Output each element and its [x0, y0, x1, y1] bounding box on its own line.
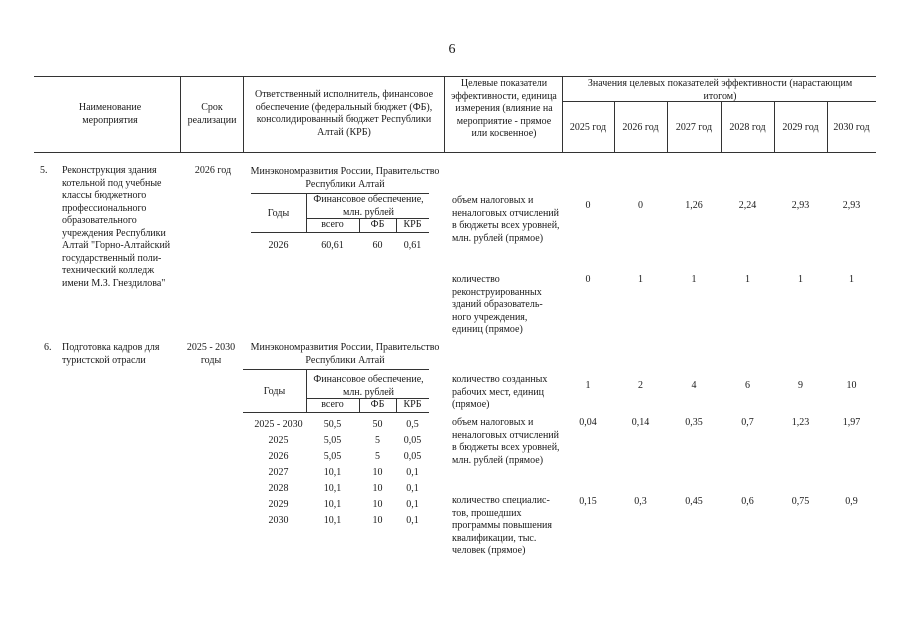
- fin-year: 2026: [268, 240, 289, 251]
- header-year: 2028 год: [729, 122, 766, 133]
- indicator-value: 0: [585, 274, 591, 285]
- fin-krb: 0,1: [406, 483, 419, 494]
- indicator-value: 9: [798, 380, 803, 391]
- header-name: Наименование мероприятия: [78, 102, 142, 126]
- header-values: Значения целевых показателей эффективности (нарастающим итогом): [587, 78, 853, 102]
- fin-year: 2025 - 2030: [254, 419, 303, 430]
- row-number: 6.: [44, 342, 52, 353]
- fin-krb: 0,05: [403, 451, 422, 462]
- fin-header: Финансовое обеспечение, млн. рублей: [313, 374, 424, 398]
- executor: Минэкономразвития России, Правительство Республики Алтай: [250, 342, 440, 366]
- fin-header: Финансовое обеспечение, млн. рублей: [313, 194, 424, 218]
- fin-krb-header: КРБ: [403, 219, 422, 230]
- indicator-value: 1: [798, 274, 803, 285]
- indicator-value: 0,3: [634, 496, 647, 507]
- page-number: 6: [448, 42, 456, 57]
- activity-term: 2026 год: [194, 165, 232, 176]
- fin-fb: 10: [372, 515, 383, 526]
- fin-krb: 0,1: [406, 515, 419, 526]
- fin-krb: 0,61: [403, 240, 422, 251]
- fin-fb: 60: [372, 240, 383, 251]
- fin-krb: 0,1: [406, 499, 419, 510]
- indicator-value: 0,7: [741, 417, 754, 428]
- indicator-value: 1,23: [791, 417, 810, 428]
- indicator-value: 1: [585, 380, 591, 391]
- indicator-value: 0,15: [579, 496, 597, 507]
- fin-total: 50,5: [323, 419, 342, 430]
- fin-years-header: Годы: [263, 386, 286, 397]
- fin-total-header: всего: [321, 219, 344, 230]
- header-executor: Ответственный исполнитель, финансовое обеспечение (федеральный бюджет (ФБ), консолидированный бюджет Республики Алтай (КРБ): [254, 89, 434, 138]
- fin-total-header: всего: [321, 399, 344, 410]
- executor: Минэкономразвития России, Правительство Республики Алтай: [250, 166, 440, 190]
- fin-krb-header: КРБ: [403, 399, 422, 410]
- header-year: 2027 год: [675, 122, 713, 133]
- fin-total: 10,1: [323, 467, 342, 478]
- fin-krb: 0,05: [403, 435, 422, 446]
- indicator-text: количество реконструированных зданий образователь-ного учреждения, единиц (прямое): [452, 274, 543, 335]
- indicator-value: 0: [585, 200, 591, 211]
- indicator-text: количество специалис-тов, прошедших программы повышения квалификации, тыс. человек (прямое): [452, 495, 552, 556]
- indicator-value: 0,75: [791, 496, 810, 507]
- header-term: Срок реализации: [187, 102, 237, 126]
- activity-name: Подготовка кадров для туристской отрасли: [62, 342, 160, 366]
- activity-term: 2025 - 2030 годы: [186, 342, 236, 366]
- indicator-value: 0,9: [845, 496, 858, 507]
- indicator-value: 2,93: [842, 200, 861, 211]
- fin-fb-header: ФБ: [370, 219, 385, 230]
- fin-total: 5,05: [323, 435, 342, 446]
- indicator-value: 1,97: [842, 417, 861, 428]
- indicator-value: 0,04: [579, 417, 597, 428]
- indicator-value: 0,35: [685, 417, 703, 428]
- fin-krb: 0,5: [406, 419, 419, 430]
- fin-total: 5,05: [323, 451, 342, 462]
- indicator-value: 0,45: [685, 496, 703, 507]
- indicator-value: 1: [849, 274, 854, 285]
- indicator-value: 6: [745, 380, 750, 391]
- indicator-value: 1: [638, 274, 643, 285]
- indicator-value: 2: [638, 380, 643, 391]
- fin-total: 10,1: [323, 515, 342, 526]
- fin-fb: 5: [375, 451, 380, 462]
- fin-fb: 50: [372, 419, 383, 430]
- indicator-value: 10: [846, 380, 857, 391]
- indicator-value: 4: [691, 380, 697, 391]
- fin-year: 2026: [268, 451, 289, 462]
- row-number: 5.: [40, 165, 48, 176]
- fin-year: 2029: [268, 499, 289, 510]
- fin-total: 60,61: [321, 240, 344, 251]
- indicator-text: объем налоговых и неналоговых отчислений в бюджеты всех уровней, млн. рублей (прямое): [452, 417, 560, 466]
- fin-year: 2030: [268, 515, 289, 526]
- fin-years-header: Годы: [267, 208, 290, 219]
- indicator-value: 1: [745, 274, 750, 285]
- header-year: 2029 год: [782, 122, 819, 133]
- fin-year: 2025: [268, 435, 289, 446]
- fin-krb: 0,1: [406, 467, 419, 478]
- fin-fb: 5: [375, 435, 380, 446]
- indicator-value: 1: [691, 274, 697, 285]
- indicator-value: 2,93: [791, 200, 810, 211]
- header-year: 2025 год: [569, 122, 607, 133]
- header-year: 2026 год: [622, 122, 659, 133]
- fin-total: 10,1: [323, 483, 342, 494]
- indicator-value: 0: [638, 200, 643, 211]
- indicator-text: количество созданных рабочих мест, единиц (прямое): [452, 374, 548, 410]
- indicator-value: 1,26: [685, 200, 703, 211]
- indicator-value: 2,24: [738, 200, 757, 211]
- fin-fb: 10: [372, 467, 383, 478]
- fin-total: 10,1: [323, 499, 342, 510]
- indicator-value: 0,6: [741, 496, 754, 507]
- fin-year: 2027: [268, 467, 289, 478]
- header-target: Целевые показатели эффективности, единица измерения (влияние на мероприятие - прямое или косвенное): [451, 78, 557, 139]
- header-year: 2030 год: [833, 122, 870, 133]
- fin-year: 2028: [268, 483, 289, 494]
- indicator-value: 0,14: [631, 417, 650, 428]
- indicator-text: объем налоговых и неналоговых отчислений в бюджеты всех уровней, млн. рублей (прямое): [452, 195, 560, 244]
- fin-fb: 10: [372, 499, 383, 510]
- activity-name: Реконструкция здания котельной под учебные классы бюджетного профессионального образовательного учреждения Республики Алтай "Горно-Алтайский государственный поли-технический колледж имени М.З. Гнездилова": [62, 165, 171, 289]
- fin-fb: 10: [372, 483, 383, 494]
- fin-fb-header: ФБ: [370, 399, 385, 410]
